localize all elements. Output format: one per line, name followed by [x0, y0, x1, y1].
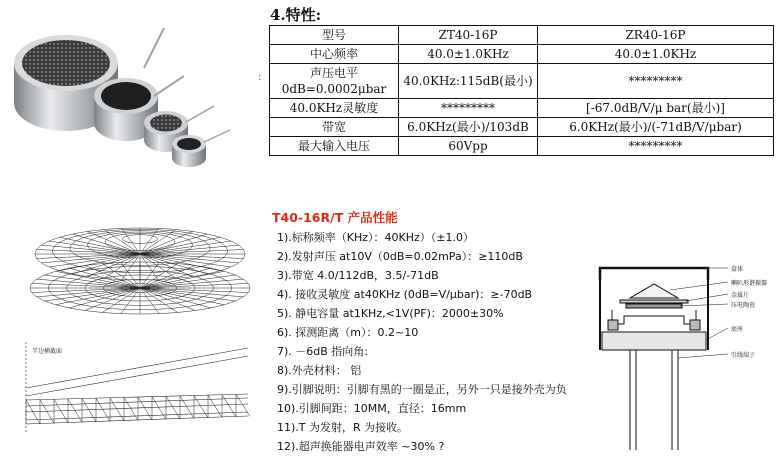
cell-zr: [-67.0dB/V/μ bar(最小)] [538, 99, 774, 118]
label-base: 底座 [731, 326, 744, 333]
table-row [270, 118, 774, 137]
table-row [270, 137, 774, 156]
cell-zr: ********* [538, 137, 774, 156]
row-label: 带宽 [270, 118, 399, 137]
half-section-diagram [22, 338, 252, 438]
row-label-line2: 0dB=0.0002μbar [281, 82, 387, 96]
table-header-row [270, 26, 774, 45]
cell-zr: 6.0KHz(最小)/(-71dB/V/μbar) [538, 118, 774, 137]
cell-zt: 40.0KHz:115dB(最小) [399, 64, 538, 99]
list-item: 12).超声换能器电声效率 ~30% ? [277, 440, 445, 453]
label-piezo: 压电陶瓷 [731, 302, 756, 309]
sensor-photo [4, 18, 254, 178]
row-label-line1: 声压电平 [309, 66, 358, 80]
header-zt: ZT40-16P [399, 26, 538, 45]
half-section-label: 半边横截面 [32, 348, 63, 355]
list-item: 10).引脚间距：10MM，直径：16mm [277, 402, 467, 415]
label-horn: 喇叭形谐振器 [731, 280, 768, 287]
list-item: 9).引脚说明：引脚有黑的一圈是正，另外一只是接外壳为负 [277, 383, 567, 396]
row-label: 最大输入电压 [270, 137, 399, 156]
cell-zt: ********* [399, 99, 538, 118]
list-item: 1).标称频率（KHz）：40KHz）（±1.0） [277, 231, 475, 244]
label-leads: 引线端子 [731, 352, 756, 359]
side-mark: : [258, 72, 262, 83]
list-item: 4). 接收灵敏度 at40KHz (0dB=V/μbar)：≥-70dB [277, 288, 533, 301]
table-row [270, 99, 774, 118]
cell-zt: 6.0KHz(最小)/103dB [399, 118, 538, 137]
directivity-wireframe [20, 196, 260, 332]
label-casing: 盒体 [731, 266, 744, 273]
cell-zr: ********* [538, 64, 774, 99]
list-item: 11).T 为发射，R 为接收。 [277, 421, 409, 434]
list-item: 6). 探测距离（m）：0.2~10 [277, 326, 419, 339]
list-item: 5). 静电容量 at1KHz,<1V(PF)：2000±30% [277, 307, 504, 320]
cell-zt: 60Vpp [399, 137, 538, 156]
cell-zt: 40.0±1.0KHz [399, 45, 538, 64]
label-metal-plate: 金属片 [731, 292, 750, 299]
header-model: 型号 [270, 26, 399, 45]
row-label: 40.0KHz灵敏度 [270, 99, 399, 118]
list-item: 7). －6dB 指向角: [277, 345, 369, 358]
table-row [270, 45, 774, 64]
spec-table [269, 25, 774, 156]
list-item: 3).带宽 4.0/112dB，3.5/-71dB [277, 269, 439, 282]
cell-zr: 40.0±1.0KHz [538, 45, 774, 64]
section-title: 4.特性: [270, 6, 322, 24]
row-label: 中心频率 [270, 45, 399, 64]
row-label [270, 64, 399, 99]
list-item: 2).发射声压 at10V（0dB=0.02mPa）：≥110dB [277, 250, 523, 263]
performance-title: T40-16R/T 产品性能 [272, 210, 398, 225]
table-row [270, 64, 774, 99]
list-item: 8).外壳材料： 铝 [277, 364, 362, 377]
header-zr: ZR40-16P [538, 26, 774, 45]
